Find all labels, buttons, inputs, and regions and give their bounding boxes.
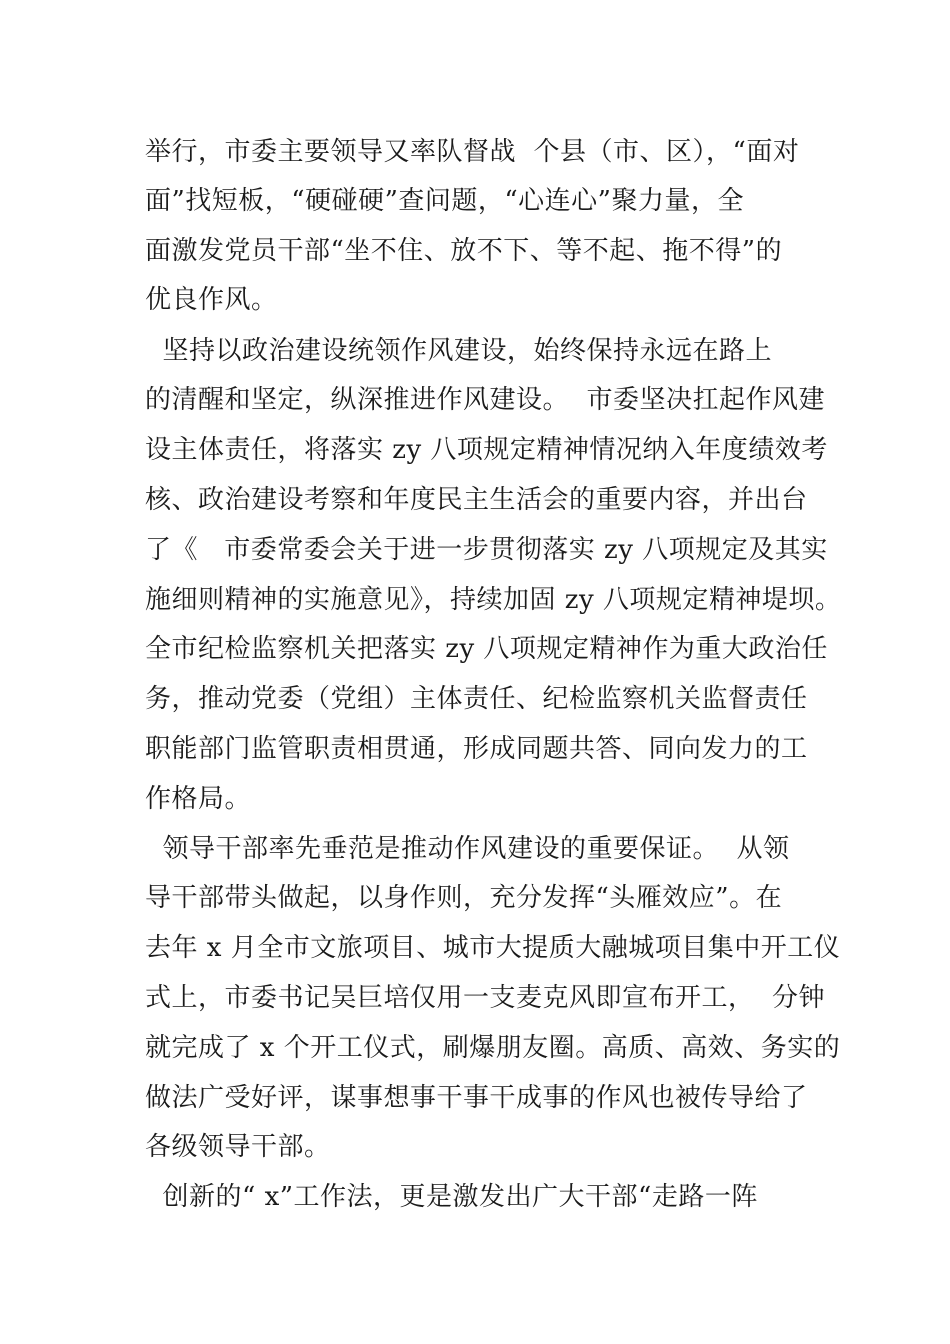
text-line: 务，推动党委（党组）主体责任、纪检监察机关监督责任 bbox=[145, 684, 808, 714]
text-line: 举行，市委主要领导又率队督战 个县（市、区），“面对 bbox=[145, 137, 800, 167]
text-line: 的清醒和坚定，纵深推进作风建设。 市委坚决扛起作风建 bbox=[145, 385, 826, 415]
text-line: 坚持以政治建设统领作风建设，始终保持永远在路上 bbox=[145, 336, 773, 366]
text-line: 领导干部率先垂范是推动作风建设的重要保证。 从领 bbox=[145, 834, 790, 864]
text-line: 全市纪检监察机关把落实 zy 八项规定精神作为重大政治任 bbox=[145, 634, 828, 664]
text-line: 各级领导干部。 bbox=[145, 1132, 331, 1162]
text-line: 了《 市委常委会关于进一步贯彻落实 zy 八项规定及其实 bbox=[145, 535, 828, 565]
text-line: 职能部门监管职责相贯通，形成同题共答、同向发力的工 bbox=[145, 734, 808, 764]
text-line: 导干部带头做起，以身作则，充分发挥“头雁效应”。在 bbox=[145, 883, 783, 913]
text-line: 面激发党员干部“坐不住、放不下、等不起、拖不得”的 bbox=[145, 236, 783, 266]
text-line: 去年 x 月全市文旅项目、城市大提质大融城项目集中开工仪 bbox=[145, 933, 841, 963]
text-line: 创新的“ x”工作法，更是激发出广大干部“走路一阵 bbox=[145, 1182, 758, 1212]
text-line: 施细则精神的实施意见》，持续加固 zy 八项规定精神堤坝。 bbox=[145, 585, 842, 615]
text-line: 作格局。 bbox=[145, 784, 252, 814]
text-line: 式上，市委书记吴巨培仅用一支麦克风即宣布开工， 分钟 bbox=[145, 983, 826, 1013]
text-line: 优良作风。 bbox=[145, 285, 278, 315]
text-line: 做法广受好评，谋事想事干事干成事的作风也被传导给了 bbox=[145, 1083, 808, 1113]
text-line: 面”找短板，“硬碰硬”查问题，“心连心”聚力量，全 bbox=[145, 186, 744, 216]
text-line: 就完成了 x 个开工仪式，刷爆朋友圈。高质、高效、务实的 bbox=[145, 1033, 841, 1063]
text-line: 设主体责任，将落实 zy 八项规定精神情况纳入年度绩效考 bbox=[145, 435, 828, 465]
text-line: 核、政治建设考察和年度民主生活会的重要内容，并出台 bbox=[145, 485, 808, 515]
